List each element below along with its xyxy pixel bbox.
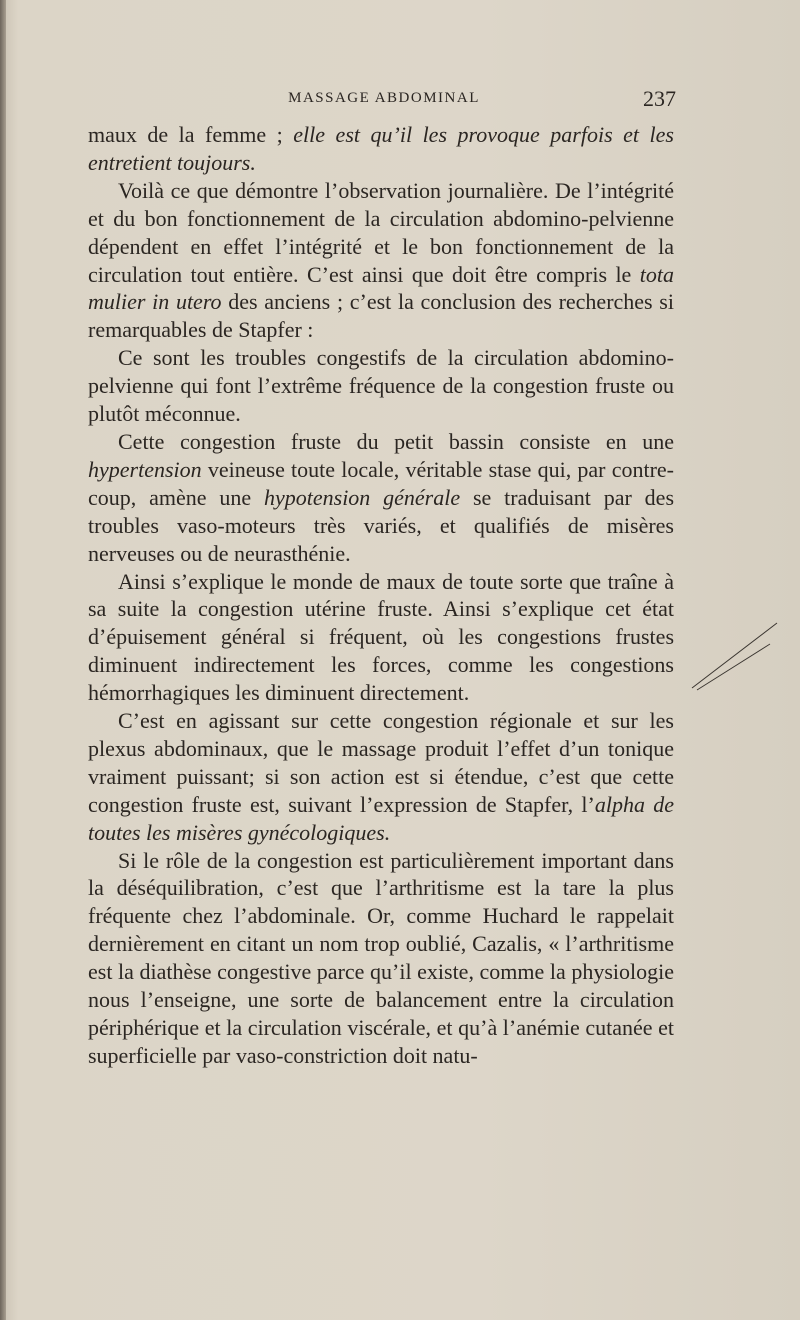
paragraph bbox=[88, 428, 674, 568]
italic-text: alpha de toutes les misères gynécologiques. bbox=[88, 791, 674, 845]
page-header bbox=[88, 88, 680, 112]
italic-text: hypotension générale bbox=[263, 484, 461, 510]
text-run: veineuse toute locale, véritable stase qui, par contre-coup, amène une bbox=[88, 456, 674, 510]
text-run: des anciens ; c’est la conclusion des recherches si remarquables de Stapfer : bbox=[88, 289, 674, 343]
paragraph bbox=[88, 177, 674, 344]
paragraph bbox=[88, 344, 674, 428]
text-run: Si le rôle de la congestion est particulièrement important dans la déséquilibration, c’est que l’arthritisme est la tare la plus fréquente chez l’abdominale. Or, comme Huchard le rappelait dernièrement en citant un nom trop oublié, Cazalis, « l’arthritisme est la diathèse congestive parce qu’il existe, comme la physiologie nous l’enseigne, une sorte de balancement entre la circulation périphérique et la circulation viscérale, et qu’à l’anémie cutanée et superficielle par vaso-constriction doit natu- bbox=[88, 847, 674, 1068]
text-run: Voilà ce que démontre l’observation journalière. De l’intégrité et du bon fonctionnement de la circulation abdomino-pelvienne dépendent en effet l’intégrité et le bon fonctionnement de la circulation tout entière. C’est ainsi que doit être compris le bbox=[88, 177, 674, 287]
text-run: maux de la femme ; bbox=[88, 122, 294, 147]
text-run: Ainsi s’explique le monde de maux de toute sorte que traîne à sa suite la congestion utérine fruste. Ainsi s’explique cet état d’épuisement général si fréquent, où les congestions frustes diminuent indirectement les forces, comme les congestions hémorrhagiques les diminuent directement. bbox=[88, 568, 674, 706]
italic-text: hypertension bbox=[88, 456, 202, 482]
pencil-mark bbox=[682, 618, 792, 708]
italic-text: elle est qu’il les provoque parfois et les entretient toujours. bbox=[88, 122, 674, 175]
paragraph bbox=[88, 121, 674, 177]
paragraph bbox=[88, 568, 674, 708]
text-run: se traduisant par des troubles vaso-moteurs très variés, et qualifiés de misères nerveuses ou de neurasthénie. bbox=[88, 484, 675, 566]
text-run: Cette congestion fruste du petit bassin consiste en une bbox=[118, 428, 674, 454]
running-title: MASSAGE ABDOMINAL bbox=[288, 90, 480, 106]
text-run: C’est en agissant sur cette congestion régionale et sur les plexus abdominaux, que le massage produit l’effet d’un tonique vraiment puissant; si son action est si étendue, c’est que cette congestion fruste est, suivant l’expression de Stapfer, l’ bbox=[88, 708, 674, 817]
page-number: 237 bbox=[643, 86, 676, 111]
italic-text: tota mulier in utero bbox=[88, 261, 674, 315]
page-spine-shadow bbox=[0, 0, 6, 1320]
body-text bbox=[88, 121, 674, 1070]
text-run: Ce sont les troubles congestifs de la circulation abdomino-pelvienne qui font l’extrême fréquence de la congestion fruste ou plutôt méconnue. bbox=[88, 345, 674, 427]
paragraph bbox=[88, 847, 674, 1070]
paragraph bbox=[88, 707, 674, 847]
